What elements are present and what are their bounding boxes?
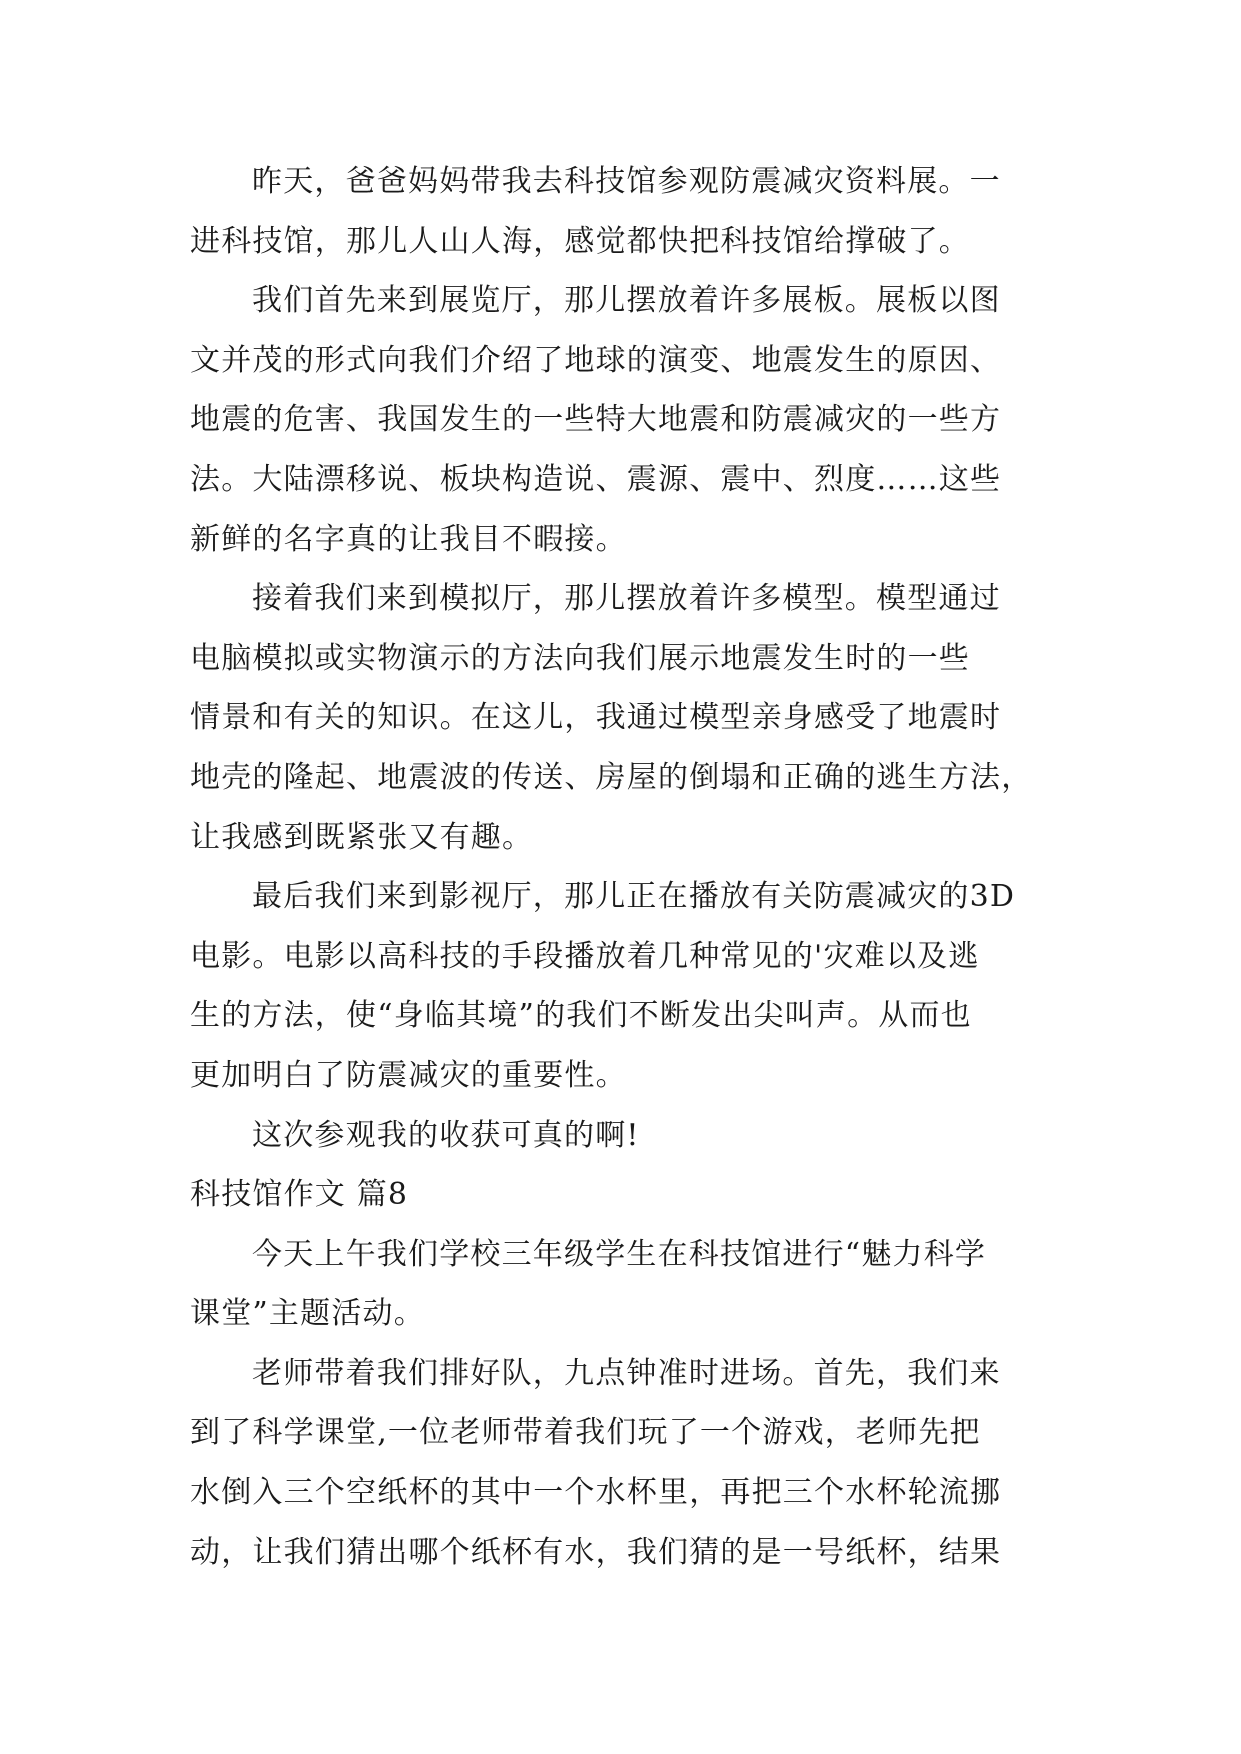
section-heading: 科技馆作文 篇8: [190, 1177, 409, 1213]
text-line: 文并茂的形式向我们介绍了地球的演变、地震发生的原因、: [190, 342, 1002, 378]
text-line: 课堂”主题活动。: [190, 1296, 425, 1332]
text-line: 生的方法，使“身临其境”的我们不断发出尖叫声。从而也: [190, 998, 972, 1034]
text-line: 进科技馆，那儿人山人海，感觉都快把科技馆给撑破了。: [190, 223, 970, 259]
text-line: 接着我们来到模拟厅，那儿摆放着许多模型。模型通过: [252, 581, 1001, 617]
text-line: 电影。电影以高科技的手段播放着几种常见的'灾难以及逃: [190, 938, 980, 974]
text-line: 我们首先来到展览厅，那儿摆放着许多展板。展板以图: [252, 283, 1001, 319]
text-line: 新鲜的名字真的让我目不暇接。: [190, 521, 627, 557]
paragraph: [190, 1225, 1050, 1344]
paragraph: [190, 271, 1050, 569]
text-line: 地震的危害、我国发生的一些特大地震和防震减灾的一些方: [190, 402, 1002, 438]
text-line: 最后我们来到影视厅，那儿正在播放有关防震减灾的3D: [252, 879, 1016, 915]
text-line: 水倒入三个空纸杯的其中一个水杯里，再把三个水杯轮流挪: [190, 1475, 1002, 1511]
paragraph: [190, 867, 1050, 1105]
text-line: 情景和有关的知识。在这儿，我通过模型亲身感受了地震时: [190, 700, 1002, 736]
text-line: 更加明白了防震减灾的重要性。: [190, 1057, 627, 1093]
paragraph: [190, 1344, 1050, 1582]
text-line: 电脑模拟或实物演示的方法向我们展示地震发生时的一些: [190, 640, 970, 676]
paragraph: [190, 569, 1050, 867]
text-line: 让我感到既紧张又有趣。: [190, 819, 534, 855]
text-line: 这次参观我的收获可真的啊!: [252, 1117, 640, 1153]
text-line: 老师带着我们排好队，九点钟准时进场。首先，我们来: [252, 1355, 1001, 1391]
text-line: 法。大陆漂移说、板块构造说、震源、震中、烈度……这些: [190, 461, 1002, 497]
paragraph: [190, 152, 1050, 271]
paragraph: [190, 1106, 1050, 1166]
text-line: 今天上午我们学校三年级学生在科技馆进行“魅力科学: [252, 1236, 987, 1272]
text-line: 到了科学课堂,一位老师带着我们玩了一个游戏，老师先把: [190, 1415, 981, 1451]
document-body: [190, 152, 1050, 1582]
text-line: 地壳的隆起、地震波的传送、房屋的倒塌和正确的逃生方法，: [190, 759, 1033, 795]
text-line: 昨天，爸爸妈妈带我去科技馆参观防震减灾资料展。一: [252, 164, 1001, 199]
text-line: 动，让我们猜出哪个纸杯有水，我们猜的是一号纸杯，结果: [190, 1534, 1002, 1570]
